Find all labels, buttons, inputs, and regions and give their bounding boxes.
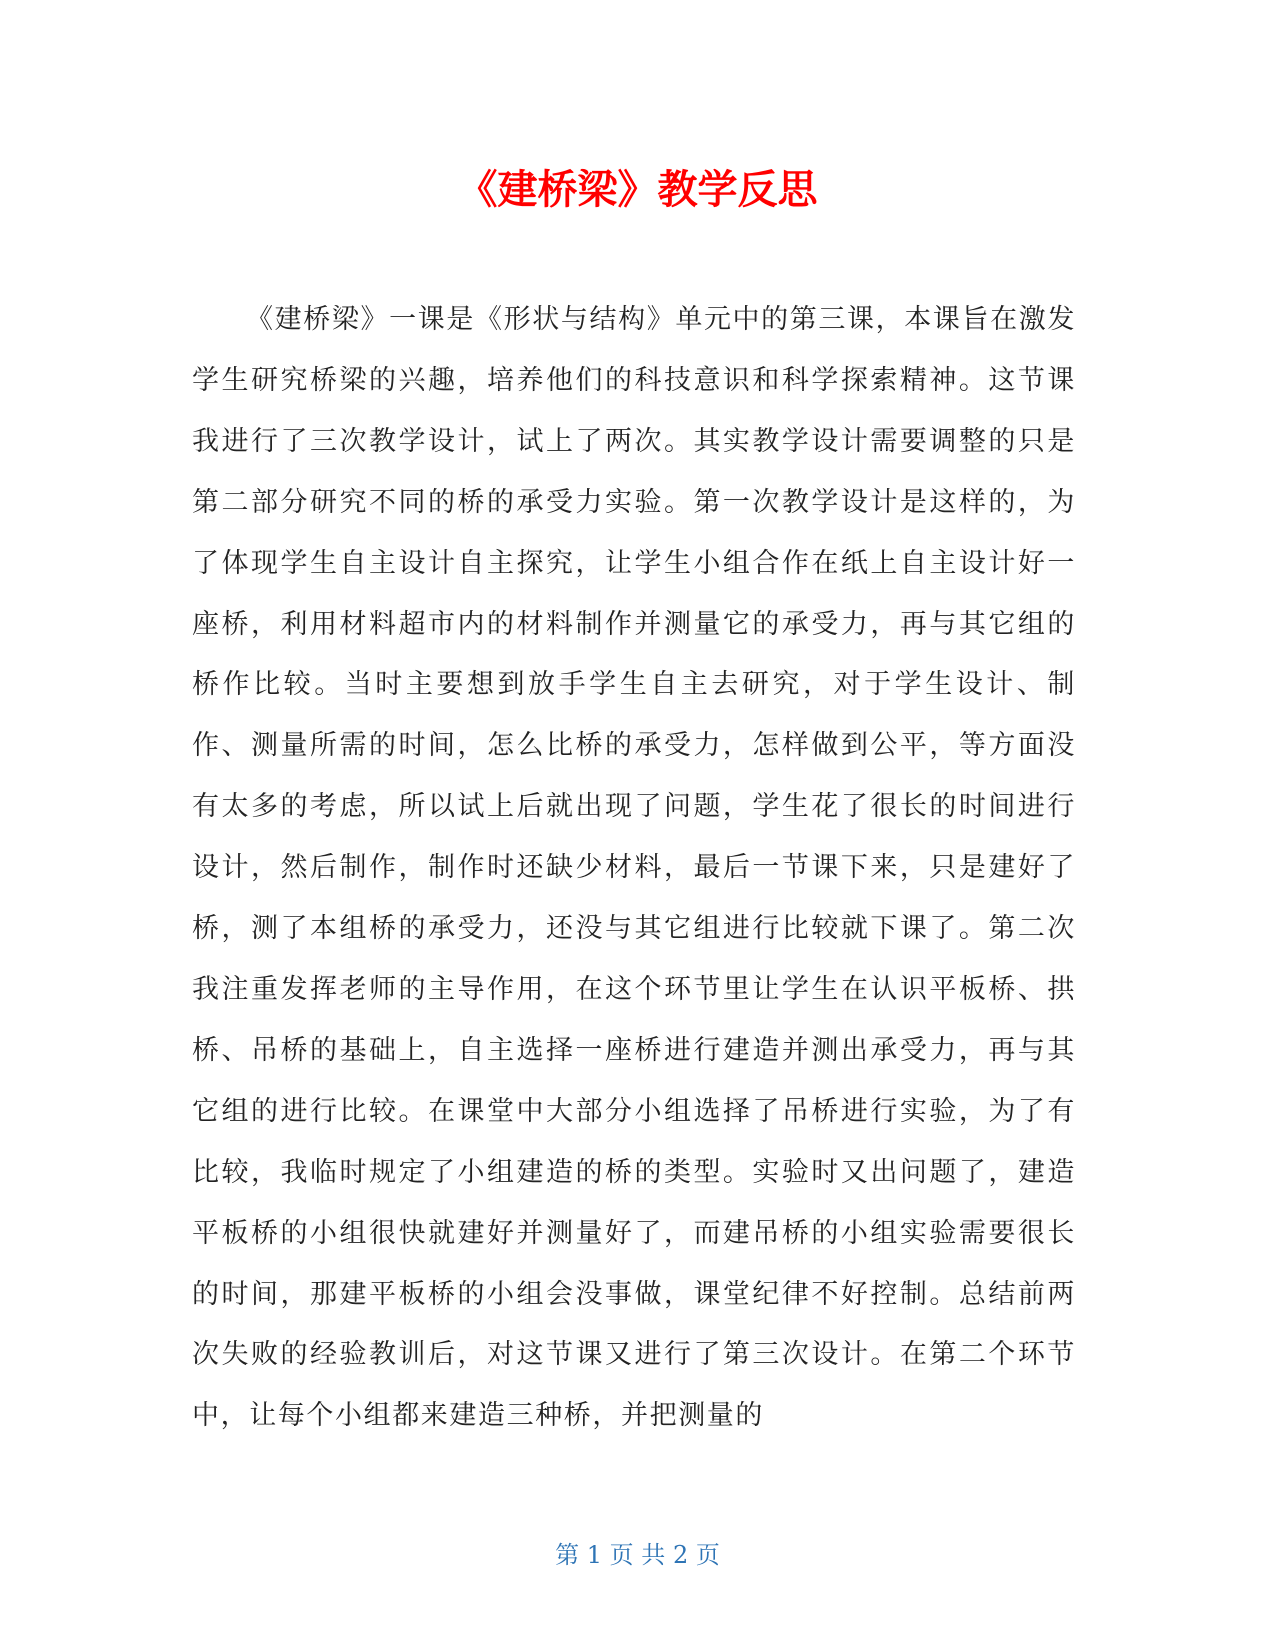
page-number-footer: 第 1 页 共 2 页 (555, 1541, 720, 1569)
document-title: 《建桥梁》教学反思 (457, 167, 818, 213)
body-paragraph: 《建桥梁》一课是《形状与结构》单元中的第三课，本课旨在激发学生研究桥梁的兴趣，培养他们的科技意识和科学探索精神。这节课我进行了三次教学设计，试上了两次。其实教学设计需要调整的只是第二部分研究不同的桥的承受力实验。第一次教学设计是这样的，为了体现学生自主设计自主探究，让学生小组合作在纸上自主设计好一座桥，利用材料超市内的材料制作并测量它的承受力，再与其它组的桥作比较。当时主要想到放手学生自主去研究，对于学生设计、制作、测量所需的时间，怎么比桥的承受力，怎样做到公平，等方面没有太多的考虑，所以试上后就出现了问题，学生花了很长的时间进行设计，然后制作，制作时还缺少材料，最后一节课下来，只是建好了桥，测了本组桥的承受力，还没与其它组进行比较就下课了。第二次我注重发挥老师的主导作用，在这个环节里让学生在认识平板桥、拱桥、吊桥的基础上，自主选择一座桥进行建造并测出承受力，再与其它组的进行比较。在课堂中大部分小组选择了吊桥进行实验，为了有比较，我临时规定了小组建造的桥的类型。实验时又出问题了，建造平板桥的小组很快就建好并测量好了，而建吊桥的小组实验需要很长的时间，那建平板桥的小组会没事做，课堂纪律不好控制。总结前两次失败的经验教训后，对这节课又进行了第三次设计。在第二个环节中，让每个小组都来建造三种桥，并把测量的 (192, 304, 1076, 1432)
